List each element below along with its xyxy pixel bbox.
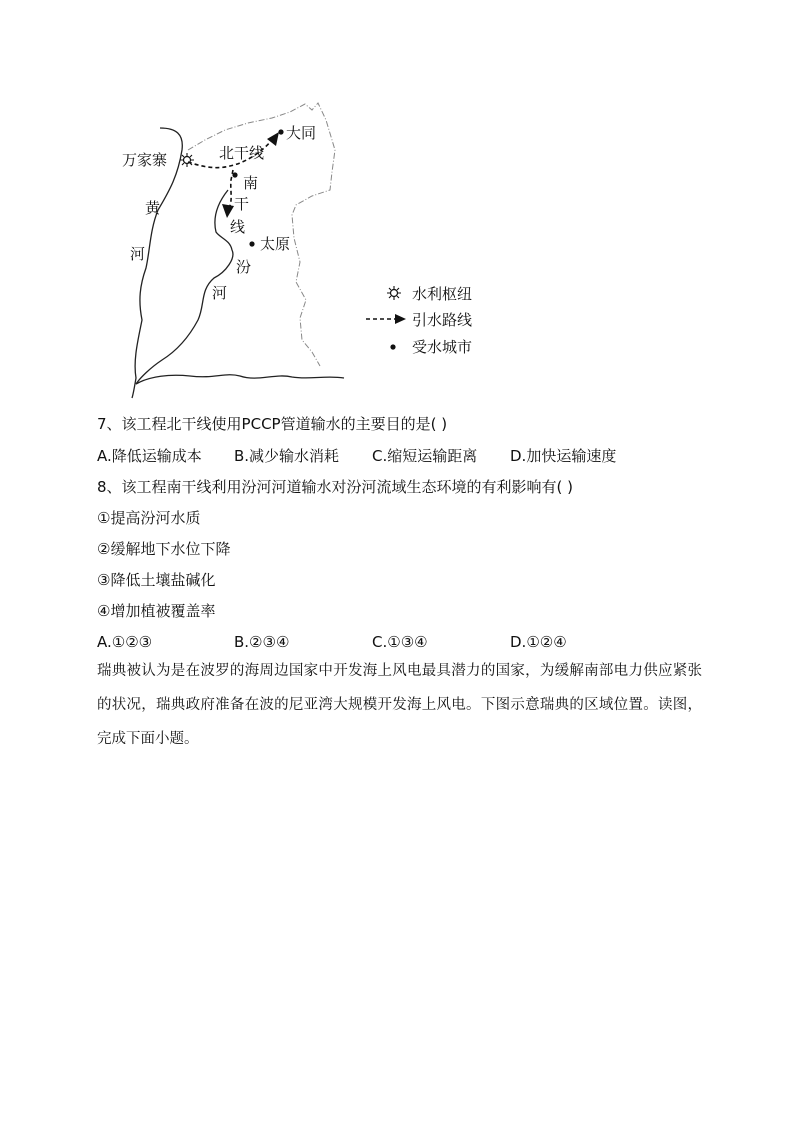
legend-route-label: 引水路线	[412, 311, 473, 329]
q8-option-b[interactable]: B.②③④	[234, 633, 290, 651]
passage-sweden: 瑞典被认为是在波罗的海周边国家中开发海上风电最具潜力的国家，为缓解南部电力供应紧张的状况，瑞典政府准备在波的尼亚湾大规模开发海上风电。下图示意瑞典的区域位置。读图，完成下面小题。	[97, 663, 702, 747]
south-trunk-arrow	[222, 204, 234, 218]
label-xian: 线	[230, 218, 246, 236]
q8-option-d[interactable]: D.①②④	[510, 633, 567, 651]
label-beiganxian: 北干线	[219, 144, 265, 162]
legend-city-label: 受水城市	[412, 338, 473, 356]
label-he-yellow: 河	[130, 245, 146, 263]
label-nan: 南	[243, 174, 259, 192]
label-wanjiazhai: 万家寨	[122, 151, 168, 169]
water-diversion-map	[0, 0, 794, 400]
shuozhou-city-dot	[232, 172, 237, 177]
legend-hub-label: 水利枢纽	[412, 285, 473, 303]
question-8-stem: 8、该工程南干线利用汾河河道输水对汾河流域生态环境的有利影响有( )	[97, 478, 574, 496]
q8-item-2: ②缓解地下水位下降	[97, 540, 231, 558]
wanjiazhai-hub-icon	[180, 153, 194, 167]
label-gan: 干	[234, 195, 250, 213]
q8-option-c[interactable]: C.①③④	[372, 633, 428, 651]
legend-hub-icon	[387, 286, 401, 300]
q8-item-4: ④增加植被覆盖率	[97, 602, 216, 620]
q8-item-3: ③降低土壤盐碱化	[97, 571, 216, 589]
legend-route-arrow	[395, 314, 406, 324]
q8-item-1: ①提高汾河水质	[97, 509, 201, 527]
q7-option-b[interactable]: B.减少输水消耗	[234, 447, 340, 465]
label-huang: 黄	[145, 199, 161, 217]
legend-city-dot	[390, 344, 395, 349]
datong-city-dot	[278, 129, 283, 134]
label-taiyuan: 太原	[260, 235, 291, 253]
q8-option-a[interactable]: A.①②③	[97, 633, 153, 651]
question-7-stem: 7、该工程北干线使用PCCP管道输水的主要目的是( )	[97, 415, 448, 433]
q7-option-c[interactable]: C.缩短运输距离	[372, 447, 478, 465]
label-datong: 大同	[286, 124, 317, 142]
q7-option-a[interactable]: A.降低运输成本	[97, 447, 202, 465]
taiyuan-city-dot	[249, 241, 254, 246]
label-fen: 汾	[236, 258, 252, 276]
q7-option-d[interactable]: D.加快运输速度	[510, 447, 617, 465]
south-trunk-line	[229, 170, 233, 208]
label-he-fen: 河	[212, 284, 228, 302]
